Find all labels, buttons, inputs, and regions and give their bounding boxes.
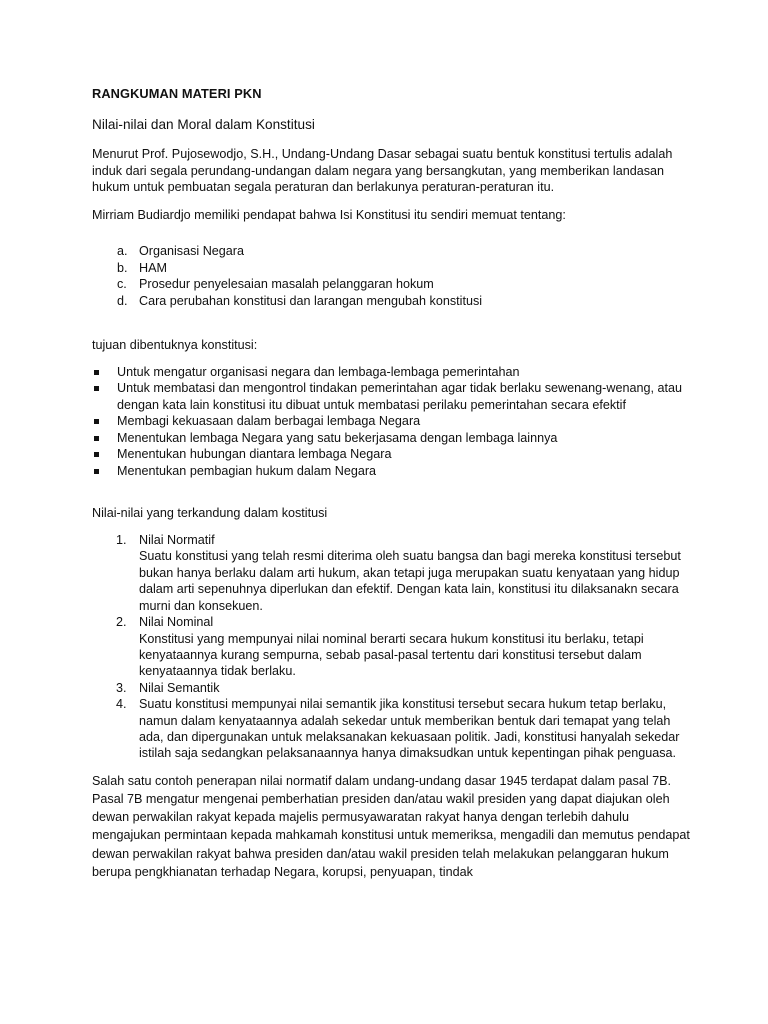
- value-description: Suatu konstitusi mempunyai nilai semantik jika konstitusi tersebut secara hukum tetap berlaku, namun dalam kenyataannya adalah sekedar untuk memberikan bentuk dari temapat yang telah ada, dan dipergunakan untuk melaksanakan kekuasaan politik. Jadi, konstitusi hanyalah sekedar istilah saja sedangkan pelaksanaannya hanya dimaksudkan untuk kepentingan pihak penguasa.: [139, 697, 680, 761]
- constitution-contents-list: [92, 243, 692, 309]
- document-page: [92, 86, 692, 881]
- list-item-text: Organisasi Negara: [139, 244, 244, 259]
- list-item-text: Membagi kekuasaan dalam berbagai lembaga Negara: [117, 414, 421, 429]
- square-bullet-icon: [94, 419, 99, 424]
- list-item-text: Untuk membatasi dan mengontrol tindakan pemerintahan agar tidak berlaku sewenang-wenang, atau dengan kata lain konstitusi itu dibuat untuk membatasi perilaku pemerintahan secara efektif: [117, 381, 682, 412]
- list-item-text: Menentukan lembaga Negara yang satu bekerjasama dengan lembaga lainnya: [117, 430, 558, 445]
- list-item: [92, 364, 692, 381]
- list-item-text: Untuk mengatur organisasi negara dan lembaga-lembaga pemerintahan: [117, 364, 520, 379]
- list-item: [92, 380, 692, 413]
- list-item: [92, 260, 692, 277]
- list-marker: 4.: [116, 697, 127, 712]
- list-item-text: HAM: [139, 260, 167, 275]
- list-item: [92, 532, 692, 614]
- list-marker: a.: [117, 244, 128, 259]
- square-bullet-icon: [94, 386, 99, 391]
- value-description: Suatu konstitusi yang telah resmi diterima oleh suatu bangsa dan bagi mereka konstitusi tersebut bukan hanya berlaku dalam arti hukum, akan tetapi juga merupakan suatu kenyataan yang hidup dalam arti sepenuhnya diperlukan dan efektif. Dengan kata lain, konstitusi itu dilaksanakn secara murni dan konsekuen.: [139, 549, 681, 613]
- square-bullet-icon: [94, 436, 99, 441]
- value-description: Konstitusi yang mempunyai nilai nominal berarti secara hukum konstitusi itu berlaku, tetapi kenyataannya kurang sempurna, sebab pasal-pasal tertentu dari konstitusi tersebut dalam kenyataannya tidak berlaku.: [139, 631, 644, 679]
- purpose-label: tujuan dibentuknya konstitusi:: [92, 338, 258, 353]
- square-bullet-icon: [94, 469, 99, 474]
- square-bullet-icon: [94, 370, 99, 375]
- list-marker: b.: [117, 260, 128, 275]
- list-item: [92, 680, 692, 696]
- intro-paragraph: Menurut Prof. Pujosewodjo, S.H., Undang-Undang Dasar sebagai suatu bentuk konstitusi tertulis adalah induk dari segala perundang-undangan dalam negara yang bersangkutan, yang memberikan landasan hukum untuk pembuatan segala peraturan dan berlakunya peraturan-peraturan itu.: [92, 147, 673, 195]
- list-item: [92, 463, 692, 480]
- list-marker: c.: [117, 277, 127, 292]
- values-label: Nilai-nilai yang terkandung dalam kostitusi: [92, 506, 328, 521]
- list-item: [92, 614, 692, 680]
- value-heading: Nilai Nominal: [139, 615, 214, 630]
- list-marker: d.: [117, 293, 128, 308]
- list-item-text: Prosedur penyelesaian masalah pelanggaran hokum: [139, 277, 434, 292]
- document-title: RANGKUMAN MATERI PKN: [92, 86, 262, 101]
- list-marker: 2.: [116, 615, 127, 630]
- list-item: [92, 243, 692, 260]
- list-item-text: Menentukan hubungan diantara lembaga Negara: [117, 447, 392, 462]
- budiardjo-paragraph: Mirriam Budiardjo memiliki pendapat bahwa Isi Konstitusi itu sendiri memuat tentang:: [92, 207, 566, 222]
- square-bullet-icon: [94, 452, 99, 457]
- list-item: [92, 696, 692, 762]
- list-item-text: Cara perubahan konstitusi dan larangan mengubah konstitusi: [139, 293, 483, 308]
- list-item: [92, 446, 692, 463]
- value-heading: Nilai Semantik: [139, 680, 220, 695]
- list-item: [92, 413, 692, 430]
- purpose-list: [92, 364, 692, 480]
- list-item: [92, 276, 692, 293]
- constitution-values-list: [92, 532, 692, 762]
- list-marker: 3.: [116, 680, 127, 695]
- value-heading: Nilai Normatif: [139, 533, 215, 548]
- section-heading: Nilai-nilai dan Moral dalam Konstitusi: [92, 117, 315, 132]
- closing-paragraph: Salah satu contoh penerapan nilai normatif dalam undang-undang dasar 1945 terdapat dalam pasal 7B. Pasal 7B mengatur mengenai pemberhatian presiden dan/atau wakil presiden yang dapat diajukan oleh dewan perwakilan rakyat kepada majelis permusyawaratan rakyat hanya dengan terlebih dahulu mengajukan permintaan kepada mahkamah konstitusi untuk memeriksa, mengadili dan memutus pendapat dewan perwakilan rakyat bahwa presiden dan/atau wakil presiden telah melakukan pelanggaran hukum berupa pengkhianatan terhadap Negara, korupsi, penyuapan, tindak: [92, 773, 690, 879]
- list-item: [92, 293, 692, 310]
- list-item: [92, 430, 692, 447]
- list-marker: 1.: [116, 533, 127, 548]
- list-item-text: Menentukan pembagian hukum dalam Negara: [117, 463, 377, 478]
